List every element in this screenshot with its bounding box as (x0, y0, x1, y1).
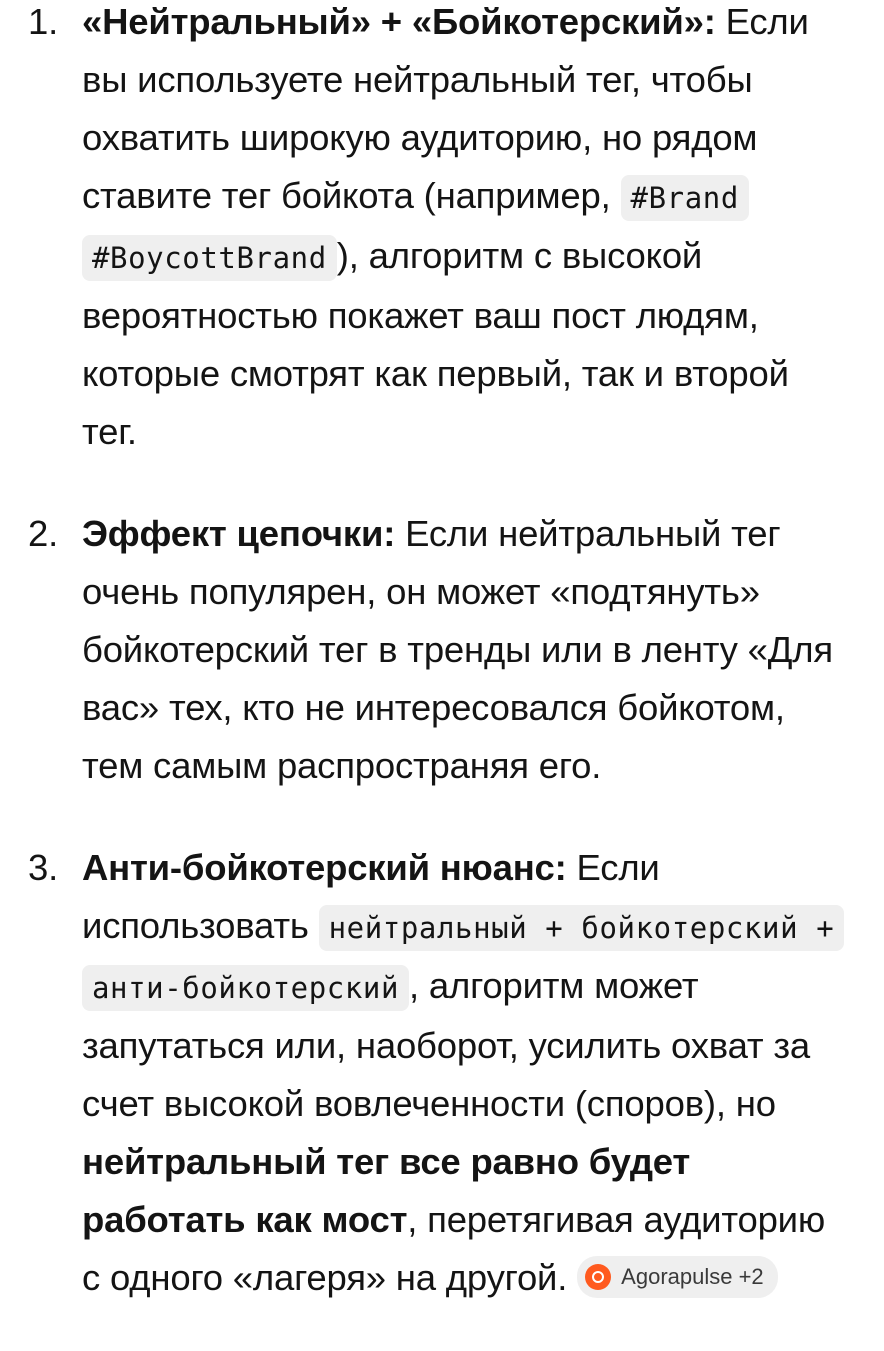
list-item (0, 505, 884, 795)
list-item (0, 839, 884, 1307)
list-item-number: 3. (28, 847, 59, 888)
list-item (0, 0, 884, 461)
inline-code: #Brand #BoycottBrand (82, 175, 749, 281)
list-item-title: Эффект цепочки: (82, 513, 396, 554)
agorapulse-icon (585, 1264, 611, 1290)
inline-code: нейтральный + бойкотерский + анти-бойкотерский (82, 905, 844, 1011)
list-item-number: 2. (28, 513, 59, 554)
list-item-title: «Нейтральный» + «Бойкотерский»: (82, 1, 716, 42)
list-item-bold-text: нейтральный тег все равно будет работать как мост (82, 1141, 691, 1240)
list-item-text: , перетягивая аудиторию с одного «лагеря» на другой. (82, 1199, 826, 1298)
list-item-text: Если вы используете нейтральный тег, чтобы охватить широкую аудиторию, но рядом ставите тег бойкота (например, (82, 1, 809, 216)
list-item-text: Если нейтральный тег очень популярен, он может «подтянуть» бойкотерский тег в тренды или в ленту «Для вас» тех, кто не интересовался бойкотом, тем самым распространяя его. (82, 513, 833, 786)
list-item-text: ), алгоритм с высокой вероятностью покажет ваш пост людям, которые смотрят как первый, так и второй тег. (82, 235, 789, 452)
citation-label: Agorapulse +2 (621, 1264, 764, 1290)
list-item-text: Если использовать (82, 847, 660, 946)
citation-chip[interactable] (577, 1256, 778, 1298)
list-item-title: Анти-бойкотерский нюанс: (82, 847, 567, 888)
list-item-text: , алгоритм может запутаться или, наоборот, усилить охват за счет высокой вовлеченности (споров), но (82, 965, 810, 1124)
list-item-number: 1. (28, 1, 59, 42)
